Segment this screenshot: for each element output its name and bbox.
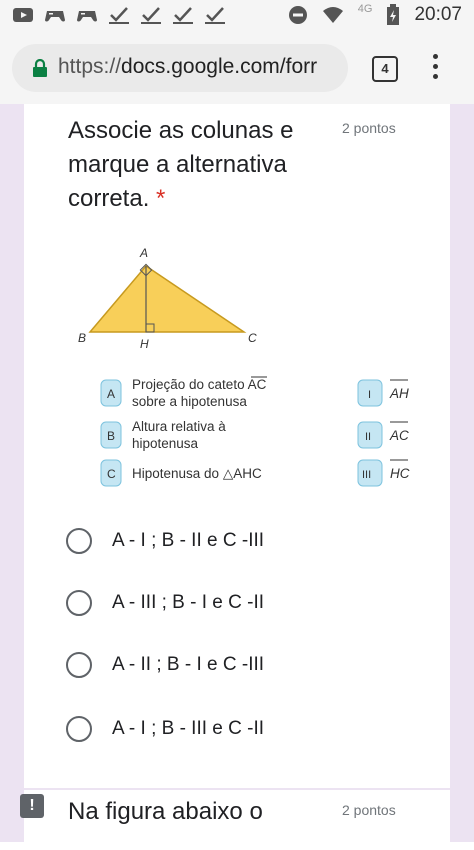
- battery-charging-icon: [386, 4, 400, 26]
- option-2[interactable]: [66, 588, 264, 618]
- question-title-text: Associe as colunas e marque a alternativa correta.: [68, 117, 294, 212]
- left-key: A: [107, 387, 116, 401]
- check-icon: [140, 6, 162, 24]
- vertex-label-c: C: [248, 331, 257, 345]
- right-text: AC: [390, 428, 409, 443]
- url-bar[interactable]: [12, 44, 348, 92]
- network-type: 4G: [357, 3, 373, 15]
- vertex-label-b: B: [78, 331, 87, 345]
- check-icon: [204, 6, 226, 24]
- option-label: A - I ; B - III e C -II: [112, 718, 265, 739]
- right-text: AH: [390, 386, 409, 401]
- option-3[interactable]: [66, 650, 264, 680]
- question-2-points: 2 pontos: [342, 802, 396, 818]
- right-key: III: [362, 469, 372, 481]
- check-icon: [108, 6, 130, 24]
- right-key: I: [368, 389, 372, 401]
- option-4[interactable]: [66, 714, 264, 744]
- status-bar: [0, 0, 474, 34]
- clock: 20:07: [414, 4, 462, 25]
- vertex-label-a: A: [140, 246, 149, 260]
- option-label: A - II ; B - I e C -III: [112, 654, 265, 675]
- radio-button[interactable]: [66, 528, 92, 554]
- left-text-line2: sobre a hipotenusa: [132, 394, 247, 409]
- question-card-2: [24, 790, 450, 850]
- youtube-icon: [12, 6, 34, 24]
- option-1[interactable]: [66, 526, 264, 556]
- wifi-icon: [322, 6, 344, 24]
- right-item-ii: [358, 422, 409, 448]
- radio-button[interactable]: [66, 716, 92, 742]
- url-text: [58, 55, 317, 79]
- left-key: C: [107, 467, 116, 481]
- notification-icons: [12, 6, 226, 24]
- right-text: HC: [390, 466, 410, 481]
- do-not-disturb-icon: [288, 5, 308, 25]
- gamepad-icon: [76, 6, 98, 24]
- left-text-line1: Altura relativa à: [132, 419, 226, 434]
- left-text-line2: hipotenusa: [132, 436, 199, 451]
- feedback-button[interactable]: [20, 794, 44, 818]
- left-item-b: [101, 419, 226, 451]
- required-asterisk: *: [156, 185, 166, 212]
- option-label: A - III ; B - I e C -II: [112, 592, 265, 613]
- left-item-c: [101, 460, 262, 486]
- lock-icon: [32, 59, 48, 77]
- form-page: [0, 104, 474, 842]
- url-host: docs.google.com/forr: [121, 55, 318, 78]
- question-figure: [74, 238, 414, 498]
- question-title: [68, 114, 328, 216]
- radio-button[interactable]: [66, 590, 92, 616]
- gamepad-icon: [44, 6, 66, 24]
- vertex-label-h: H: [140, 337, 149, 351]
- radio-button[interactable]: [66, 652, 92, 678]
- browser-toolbar: [0, 34, 474, 104]
- right-item-i: [358, 380, 409, 406]
- system-icons: [288, 4, 462, 26]
- question-2-title: Na figura abaixo o: [68, 798, 263, 825]
- question-card: [24, 104, 450, 788]
- left-text-line1: Projeção do cateto AC: [132, 377, 267, 392]
- question-points: 2 pontos: [342, 120, 396, 136]
- right-key: II: [365, 431, 372, 443]
- left-item-a: [101, 377, 267, 409]
- left-key: B: [107, 429, 116, 443]
- tab-switcher-button[interactable]: 4: [372, 56, 398, 82]
- triangle-shape: [90, 266, 244, 332]
- feedback-icon: !: [29, 797, 35, 814]
- overflow-menu-icon[interactable]: [430, 54, 440, 84]
- check-icon: [172, 6, 194, 24]
- right-item-iii: [358, 460, 410, 486]
- left-text-line1: Hipotenusa do △AHC: [132, 466, 262, 481]
- option-label: A - I ; B - II e C -III: [112, 530, 265, 551]
- url-scheme: https://: [58, 55, 122, 78]
